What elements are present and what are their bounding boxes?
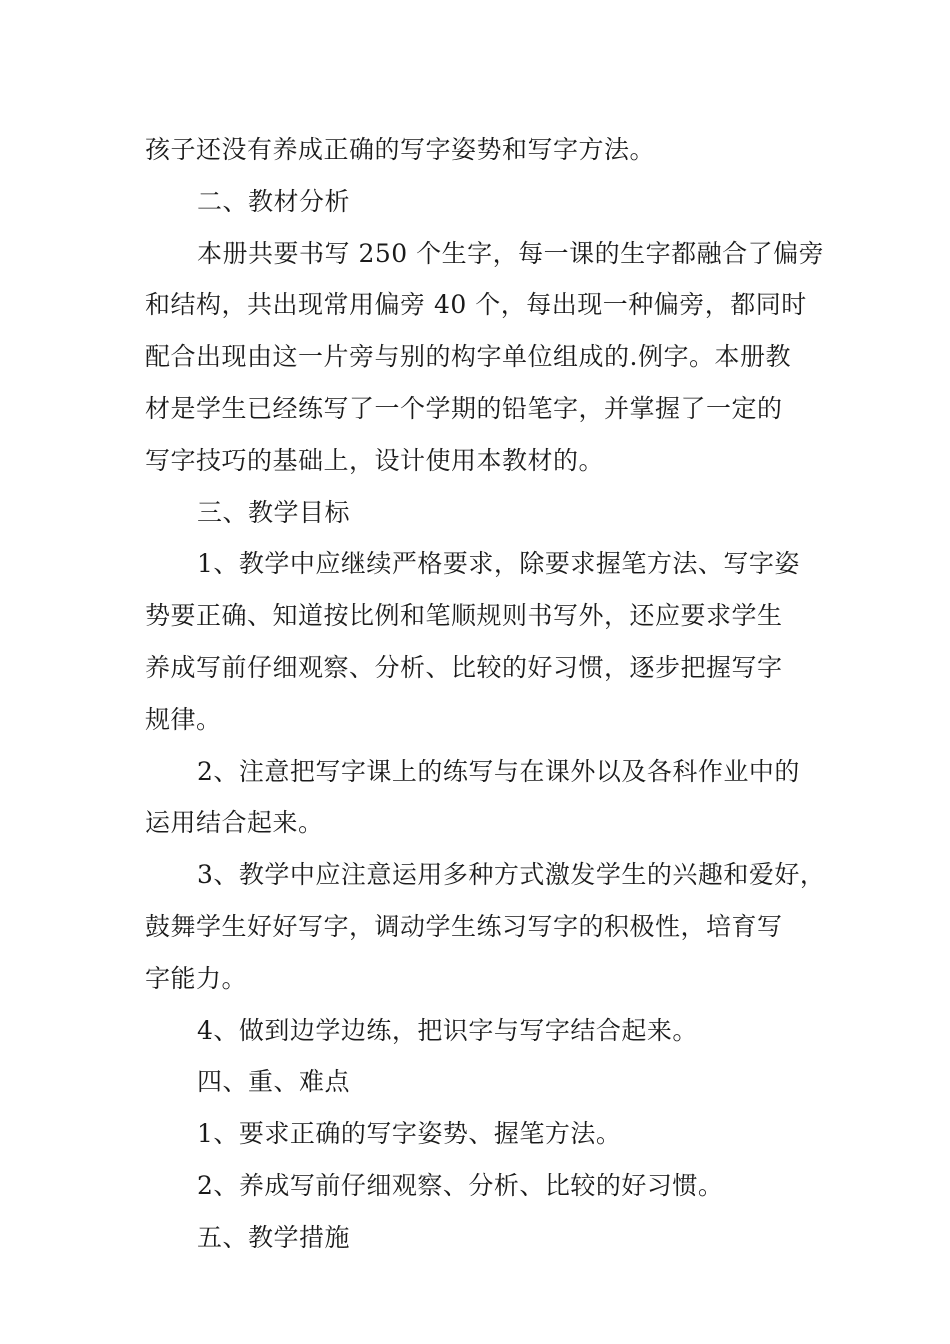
section-heading: 三、教学目标	[197, 497, 351, 527]
text-line: 2、养成写前仔细观察、分析、比较的好习惯。	[197, 1170, 724, 1200]
text-line: 4、做到边学边练，把识字与写字结合起来。	[197, 1015, 698, 1045]
text-line: 材是学生已经练写了一个学期的铅笔字，并掌握了一定的	[145, 393, 783, 423]
text-line: 势要正确、知道按比例和笔顺规则书写外，还应要求学生	[145, 601, 783, 631]
section-heading: 四、重、难点	[197, 1067, 351, 1097]
text-line: 孩子还没有养成正确的写字姿势和写字方法。	[145, 135, 656, 164]
text-line: 本册共要书写 250 个生字，每一课的生字都融合了偏旁	[197, 238, 825, 268]
text-line: 养成写前仔细观察、分析、比较的好习惯，逐步把握写字	[145, 652, 783, 682]
text-line: 写字技巧的基础上，设计使用本教材的。	[145, 445, 605, 475]
section-heading: 五、教学措施	[197, 1222, 351, 1252]
section-heading: 二、教材分析	[197, 186, 351, 216]
text-line: 鼓舞学生好好写字，调动学生练习写字的积极性，培育写	[145, 911, 783, 941]
text-line: 2、注意把写字课上的练写与在课外以及各科作业中的	[197, 756, 800, 786]
text-line: 字能力。	[145, 963, 248, 993]
document-body	[145, 124, 826, 1264]
text-line: 配合出现由这一片旁与别的构字单位组成的.例字。本册教	[145, 342, 791, 372]
text-line: 运用结合起来。	[145, 808, 324, 838]
text-line: 1、教学中应继续严格要求，除要求握笔方法、写字姿	[197, 549, 800, 579]
text-line: 和结构，共出现常用偏旁 40 个，每出现一种偏旁，都同时	[145, 290, 807, 320]
text-line: 1、要求正确的写字姿势、握笔方法。	[197, 1119, 622, 1149]
text-line: 3、教学中应注意运用多种方式激发学生的兴趣和爱好，	[197, 860, 826, 890]
text-line: 规律。	[145, 704, 222, 734]
